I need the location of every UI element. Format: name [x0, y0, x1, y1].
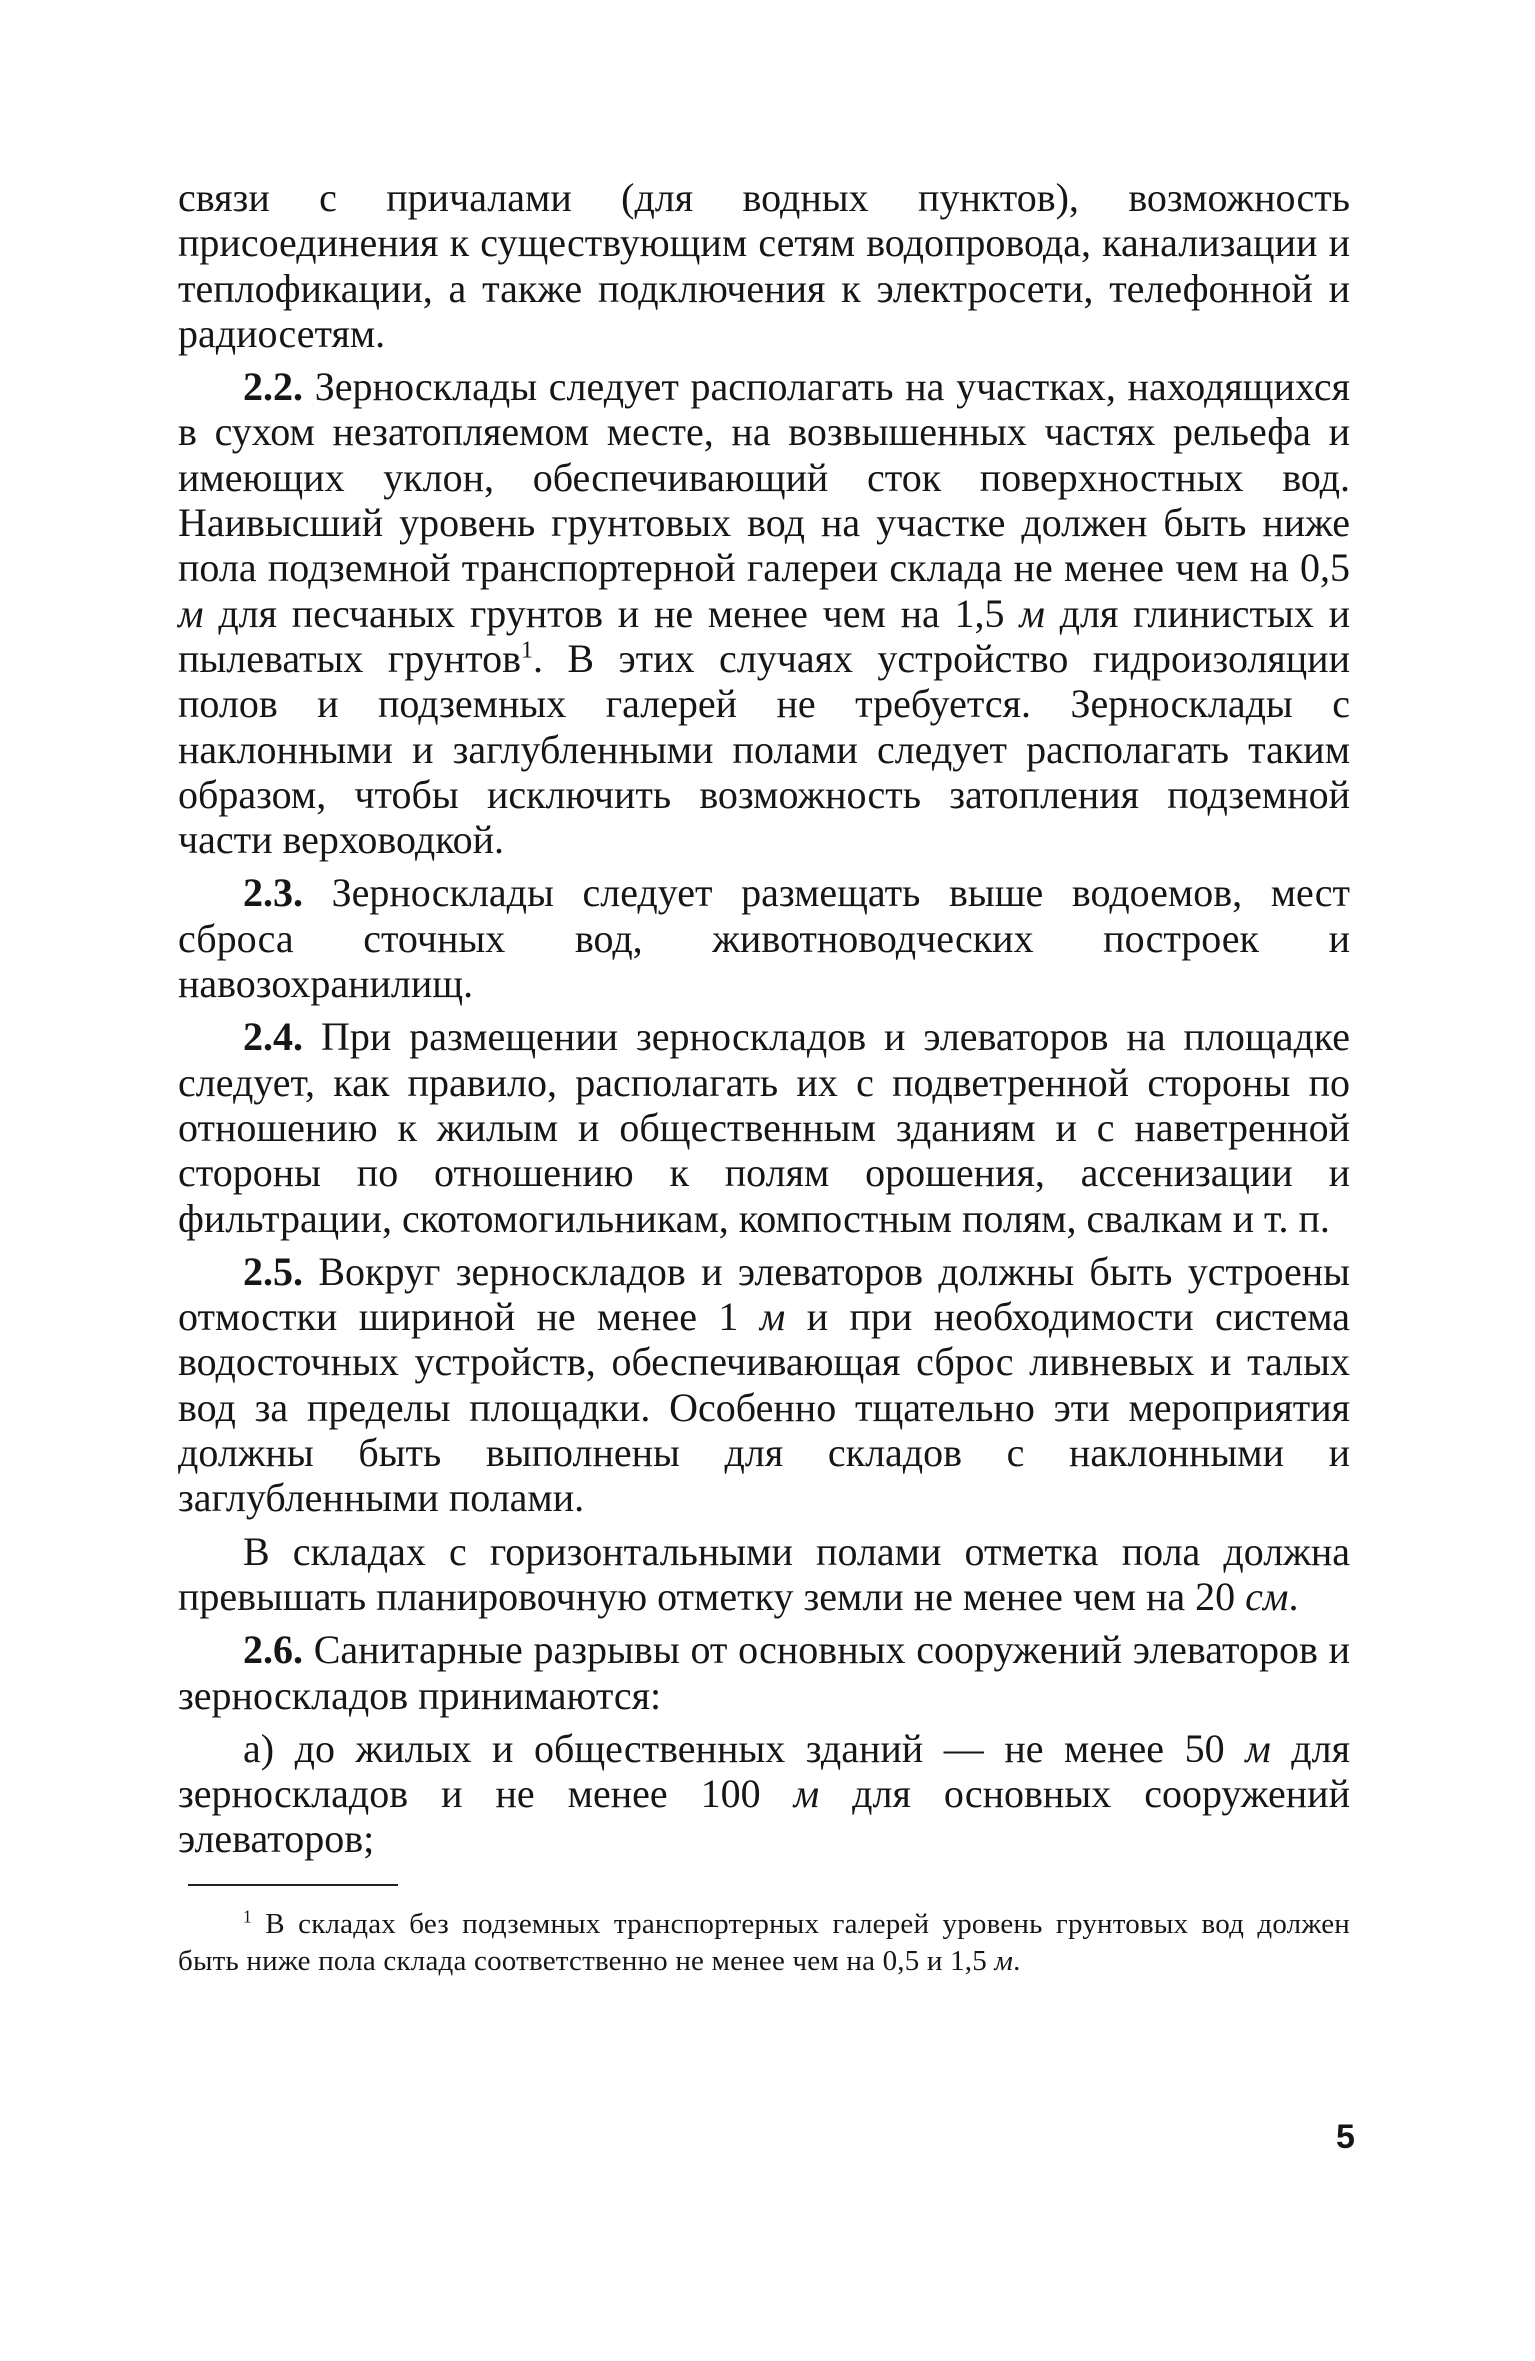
list-item-a	[178, 1726, 1350, 1862]
section-number: 2.2.	[243, 364, 303, 410]
unit: м	[1019, 590, 1045, 636]
section-number: 2.6.	[243, 1627, 303, 1673]
page-number: 5	[1336, 2118, 1355, 2156]
body-text	[178, 175, 1350, 1862]
unit: см	[1245, 1573, 1289, 1619]
unit: м	[994, 1944, 1014, 1977]
paragraph-text: Вокруг зерноскладов и элеваторов должны быть устроены отмостки шириной не менее 1	[178, 1248, 1350, 1340]
paragraph-2-3	[178, 870, 1350, 1006]
paragraph-text: Зерносклады следует размещать выше водоемов, мест сброса сточных вод, животноводческих построек и навозохранилищ.	[178, 870, 1350, 1007]
unit: м	[759, 1294, 786, 1340]
paragraph-text: для зерноскладов и не менее 100	[178, 1725, 1350, 1817]
footnote-divider	[188, 1884, 398, 1886]
document-page	[178, 175, 1350, 1980]
paragraph-text: для основных сооружений элеваторов;	[178, 1771, 1350, 1862]
footnote-text: .	[1013, 1944, 1021, 1977]
paragraph-text: В складах с горизонтальными полами отметка пола должна превышать планировочную отметку земли не менее чем на 20	[178, 1528, 1350, 1619]
paragraph-2-5	[178, 1249, 1350, 1521]
section-number: 2.3.	[243, 870, 303, 916]
unit: м	[793, 1771, 820, 1817]
footnote	[178, 1906, 1350, 1980]
paragraph-continuation	[178, 175, 1350, 356]
section-number: 2.5.	[243, 1248, 303, 1294]
paragraph-text: связи с причалами (для водных пунктов), возможность присоединения к существующим сетям водопровода, канализации и теплофикации, а также подключения к электросети, телефонной и радиосетям.	[178, 175, 1350, 356]
paragraph-text: Санитарные разрывы от основных сооружений элеваторов и зерноскладов принимаются:	[178, 1627, 1350, 1718]
unit: м	[1245, 1725, 1271, 1771]
paragraph-text: и при необходимости система водосточных устройств, обеспечивающая сброс ливневых и талых вод за пределы площадки. Особенно тщательно эти мероприятия должны быть выполнены для складов с наклонными и заглубленными полами.	[178, 1294, 1350, 1521]
footnote-reference[interactable]: 1	[520, 637, 533, 664]
paragraph-text: а) до жилых и общественных зданий — не менее 50	[243, 1725, 1246, 1771]
footnote-marker: 1	[243, 1906, 252, 1927]
unit: м	[178, 590, 204, 636]
paragraph-text: .	[1288, 1573, 1299, 1619]
section-number: 2.4.	[243, 1014, 303, 1060]
paragraph-2-6	[178, 1627, 1350, 1718]
paragraph-text: При размещении зерноскладов и элеваторов на площадке следует, как правило, располагать их с подветренной стороны по отношению к жилым и общественным зданиям и с наветренной стороны по отношению к полям орошения, ассенизации и фильтрации, скотомогильникам, компостным полям, свалкам и т. п.	[178, 1014, 1350, 1241]
paragraph-text: . В этих случаях устройство гидроизоляции полов и подземных галерей не требуется. Зерносклады с наклонными и заглубленными полами следует располагать таким образом, чтобы исключить возможность затопления подземной части верховодкой.	[178, 635, 1350, 863]
footnote-text: В складах без подземных транспортерных галерей уровень грунтовых вод должен быть ниже пола склада соответственно не менее чем на 0,5 и 1,5	[178, 1907, 1350, 1977]
paragraph-text: Зерносклады следует располагать на участках, находящихся в сухом незатопляемом месте, на возвышенных частях рельефа и имеющих уклон, обеспечивающий сток поверхностных вод. Наивысший уровень грунтовых вод на участке должен быть ниже пола подземной транспортерной галереи склада не менее чем на 0,5	[178, 364, 1350, 591]
paragraph-floor-level	[178, 1529, 1350, 1620]
paragraph-text: для песчаных грунтов и не менее чем на 1,5	[203, 590, 1020, 636]
paragraph-2-2	[178, 364, 1350, 862]
paragraph-text: для глинистых и пылеватых грунтов	[178, 590, 1350, 681]
paragraph-2-4	[178, 1014, 1350, 1240]
